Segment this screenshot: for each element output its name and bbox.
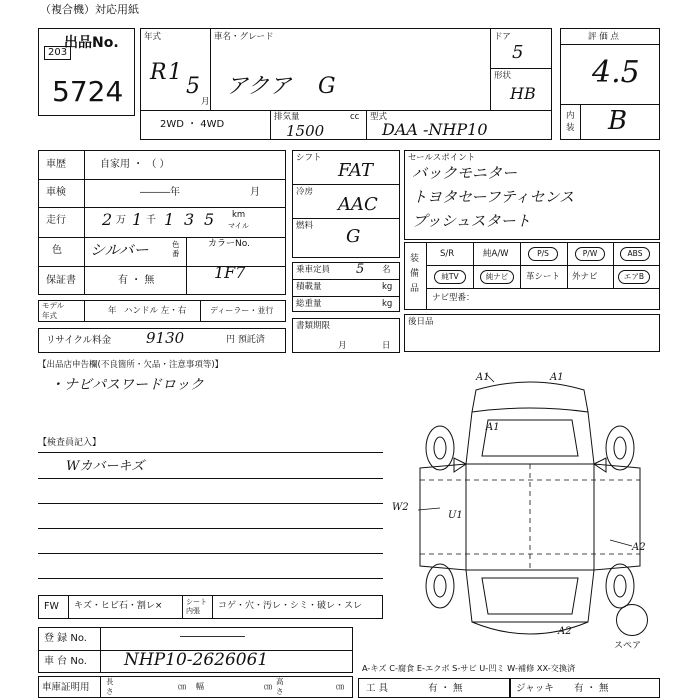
fw-label: FW bbox=[44, 601, 59, 612]
displacement-unit: cc bbox=[350, 112, 360, 122]
model-year-unit: 年 bbox=[108, 306, 117, 316]
mileage-label: 走行 bbox=[46, 215, 66, 226]
equipment-label: 装備品 bbox=[410, 254, 420, 294]
mark-a1-hood: A1 bbox=[486, 422, 500, 433]
mark-a1-front-right: A1 bbox=[550, 372, 564, 383]
car-diagram bbox=[380, 360, 670, 660]
inspection-value: ―――年 bbox=[140, 187, 180, 198]
mark-a2-rear: A2 bbox=[558, 626, 572, 637]
month-suffix: 月 bbox=[201, 97, 210, 107]
cert-l2: さ bbox=[106, 687, 114, 696]
model-year-label2: 年式 bbox=[42, 311, 57, 320]
shape-value: HB bbox=[510, 84, 536, 103]
fw-items: キズ・ヒビ石・割レ× bbox=[74, 601, 163, 611]
mileage-sen: 千 bbox=[146, 215, 156, 226]
notes-label: 後日品 bbox=[408, 317, 434, 327]
type-label: 型式 bbox=[370, 112, 388, 122]
aircon-label: 冷房 bbox=[296, 187, 314, 197]
mileage-e: 5 bbox=[204, 210, 215, 229]
seller-notes-label: 【出品店申告欄(不良箇所・欠品・注意事項等)】 bbox=[38, 360, 224, 370]
jack-options: 有 ・ 無 bbox=[574, 683, 609, 694]
equip-pw: P/W bbox=[575, 247, 605, 261]
door-value: 5 bbox=[512, 42, 524, 63]
color-code-label: 色番 bbox=[172, 240, 180, 258]
seat-label: シート内張 bbox=[186, 598, 207, 615]
cert-h1: 高 bbox=[276, 677, 284, 686]
inspector-value: Wカバーキズ bbox=[66, 459, 145, 474]
model-year-label1: モデル bbox=[42, 301, 65, 310]
sales-label: セールスポイント bbox=[408, 153, 476, 163]
displacement-value: 1500 bbox=[286, 122, 325, 140]
equip-leather: 革シート bbox=[526, 272, 561, 282]
colorno-label: カラーNo. bbox=[208, 239, 250, 249]
lot-label: 出品No. bbox=[64, 35, 119, 51]
recycle-unit: 円 預託済 bbox=[226, 335, 265, 345]
year-month: 5 bbox=[186, 74, 200, 99]
seat-items: コゲ・穴・汚レ・シミ・破レ・スレ bbox=[218, 601, 363, 611]
recycle-value: 9130 bbox=[146, 329, 185, 347]
load-label: 積載量 bbox=[296, 282, 322, 292]
cert-cm2: ㎝ bbox=[264, 682, 272, 691]
damage-legend: A-キズ C-腐食 E-エクボ S-サビ U-凹ミ W-補修 XX-交換済 bbox=[362, 663, 576, 673]
jack-label: ジャッキ bbox=[516, 683, 554, 694]
year-value: 1 bbox=[168, 60, 182, 85]
shift-value: FAT bbox=[338, 160, 373, 181]
history-value: 自家用 ・ （ ） bbox=[100, 159, 170, 170]
weight-label: 総重量 bbox=[296, 299, 322, 309]
cert-w: 幅 bbox=[196, 682, 204, 691]
expiry-day: 日 bbox=[382, 341, 391, 351]
seller-notes-value: ・ナビパスワードロック bbox=[50, 377, 204, 393]
sales-item-3: プッシュスタート bbox=[412, 212, 531, 230]
fuel-label: 燃料 bbox=[296, 221, 314, 231]
model-name: アクア bbox=[226, 74, 292, 99]
equip-extnavi: 外ナビ bbox=[572, 272, 598, 282]
cert-l1: 長 bbox=[106, 677, 114, 686]
shift-label: シフト bbox=[296, 153, 322, 163]
mileage-a: 2 bbox=[102, 210, 113, 229]
cert-label: 車庫証明用 bbox=[42, 682, 90, 693]
history-label: 車歴 bbox=[46, 159, 66, 170]
equip-navi: 純ナビ bbox=[480, 270, 514, 284]
handle-label: ハンドル 左・右 bbox=[124, 306, 187, 316]
inspection-unit: 月 bbox=[250, 187, 260, 198]
expiry-label: 書類期限 bbox=[296, 321, 331, 331]
chassis-label: 車 台 No. bbox=[44, 656, 87, 667]
equip-aw: 純A/W bbox=[483, 249, 509, 259]
tools-options: 有 ・ 無 bbox=[428, 683, 463, 694]
equip-tv: 純TV bbox=[434, 270, 466, 284]
mileage-d: 3 bbox=[184, 210, 195, 229]
fuel-value: G bbox=[346, 226, 361, 247]
dealer-label: ディーラー・並行 bbox=[210, 306, 274, 315]
mileage-b: 1 bbox=[132, 210, 143, 229]
lot-stamp: 203 bbox=[44, 46, 71, 60]
mileage-man: 万 bbox=[116, 215, 126, 226]
cert-h2: さ bbox=[276, 687, 284, 696]
registration-value: ――――― bbox=[180, 629, 245, 644]
cert-cm1: ㎝ bbox=[178, 682, 186, 691]
spare-label: スペア bbox=[614, 641, 642, 651]
equip-airbag: エアB bbox=[618, 270, 650, 284]
recycle-label: リサイクル料金 bbox=[46, 335, 112, 346]
mileage-km: km bbox=[232, 210, 246, 220]
colorno-value: 1F7 bbox=[214, 263, 246, 282]
mark-a2-right: A2 bbox=[632, 542, 646, 553]
model-label: 車名・グレード bbox=[214, 32, 274, 42]
lot-number: 5724 bbox=[52, 75, 124, 108]
interior-value: B bbox=[608, 106, 628, 136]
model-grade: G bbox=[318, 74, 336, 99]
mileage-c: 1 bbox=[164, 210, 175, 229]
weight-unit: kg bbox=[382, 299, 393, 309]
sales-item-2: トヨタセーフティセンス bbox=[412, 188, 575, 206]
year-era: R bbox=[150, 60, 167, 85]
sales-item-1: バックモニター bbox=[412, 164, 518, 182]
expiry-month: 月 bbox=[338, 341, 347, 351]
warranty-options: 有 ・ 無 bbox=[118, 275, 155, 286]
mark-w2-left: W2 bbox=[392, 502, 409, 513]
equip-sr: S/R bbox=[440, 249, 455, 259]
navi-model-label: ナビ型番： bbox=[432, 293, 475, 303]
displacement-label: 排気量 bbox=[274, 112, 300, 122]
score-label: 評 価 点 bbox=[588, 32, 619, 42]
interior-label: 内装 bbox=[566, 111, 575, 133]
equip-abs: ABS bbox=[620, 247, 650, 261]
year-label: 年式 bbox=[144, 32, 162, 42]
type-value: DAA -NHP10 bbox=[382, 120, 488, 139]
capacity-unit: 名 bbox=[382, 265, 391, 275]
mark-u1-side: U1 bbox=[448, 510, 463, 521]
color-label: 色 bbox=[52, 245, 62, 256]
inspection-label: 車検 bbox=[46, 187, 66, 198]
door-label: ドア bbox=[494, 32, 511, 42]
score-value: 4.5 bbox=[592, 55, 640, 90]
inspector-label: 【検査員記入】 bbox=[38, 438, 102, 448]
registration-label: 登 録 No. bbox=[44, 633, 87, 644]
capacity-label: 乗車定員 bbox=[296, 265, 331, 275]
drive-label: 2WD ・ 4WD bbox=[160, 119, 225, 130]
tools-label: 工 具 bbox=[366, 683, 389, 694]
color-value: シルバー bbox=[90, 241, 149, 259]
shape-label: 形状 bbox=[494, 71, 512, 81]
cert-cm3: ㎝ bbox=[336, 682, 344, 691]
capacity-value: 5 bbox=[356, 262, 365, 277]
warranty-label: 保証書 bbox=[46, 275, 76, 286]
notes-box bbox=[404, 314, 660, 352]
form-header: （複合機）対応用紙 bbox=[40, 3, 139, 16]
equip-ps: P/S bbox=[528, 247, 558, 261]
aircon-value: AAC bbox=[338, 194, 378, 215]
chassis-value: NHP10-2626061 bbox=[124, 650, 269, 670]
mileage-mile: マイル bbox=[228, 222, 249, 230]
load-unit: kg bbox=[382, 282, 393, 292]
mark-a1-front: A1 bbox=[476, 372, 490, 383]
